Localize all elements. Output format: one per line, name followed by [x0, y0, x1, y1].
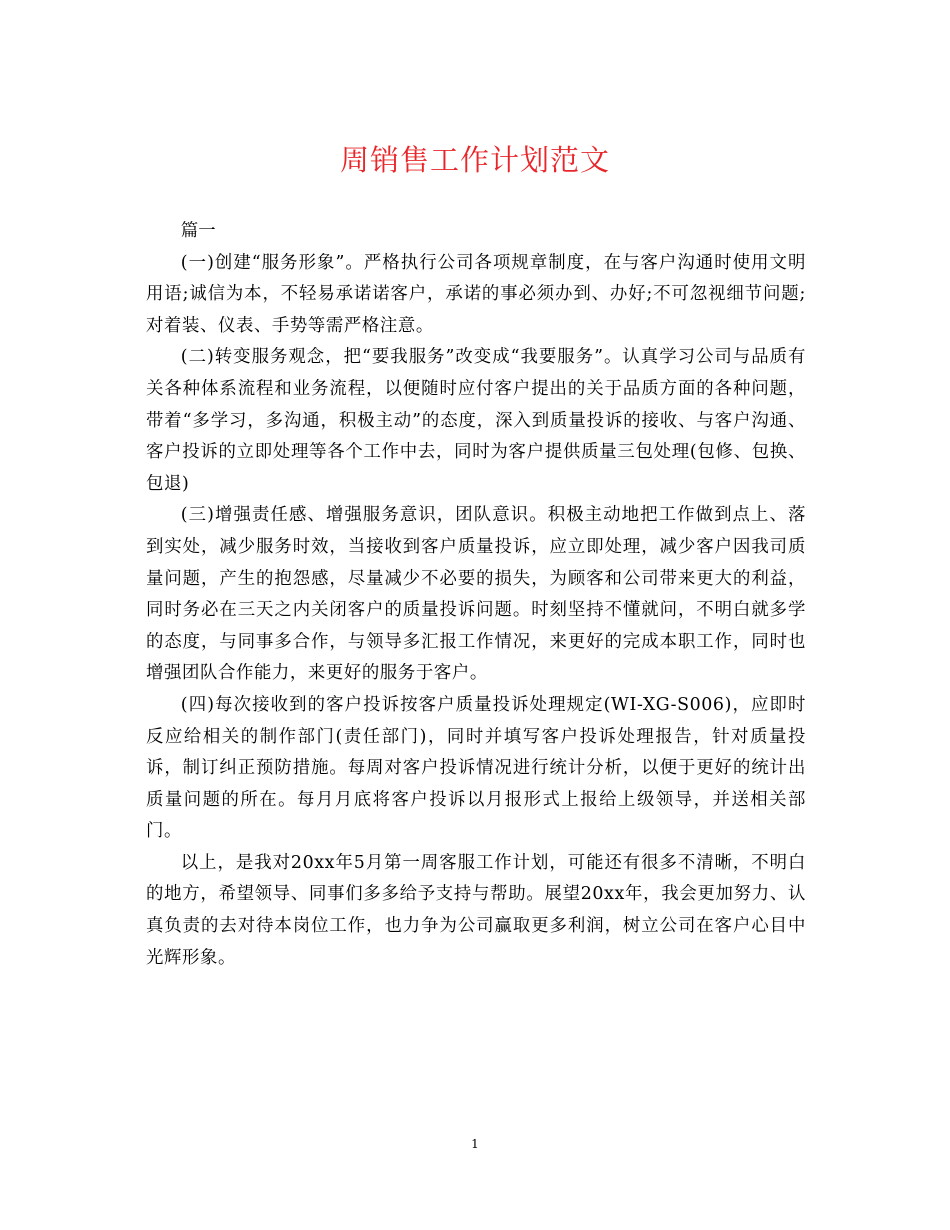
paragraph-service-image: (一)创建“服务形象”。严格执行公司各项规章制度，在与客户沟通时使用文明用语;诚信为本，不轻易承诺诺客户，承诺的事必须办到、办好;不可忽视细节问题;对着装、仪表、手势等需严格注意。 — [146, 252, 806, 336]
document-title: 周销售工作计划范文 — [339, 143, 610, 177]
page-number: 1 — [471, 1137, 479, 1151]
paragraph-responsibility: (三)增强责任感、增强服务意识，团队意识。积极主动地把工作做到点上、落到实处，减少服务时效，当接收到客户质量投诉，应立即处理，减少客户因我司质量问题，产生的抱怨感，尽量减少不必要的损失，为顾客和公司带来更大的利益，同时务必在三天之内关闭客户的质量投诉问题。时刻坚持不懂就问，不明白就多学的态度，与同事多合作，与领导多汇报工作情况，来更好的完成本职工作，同时也增强团队合作能力，来更好的服务于客户。 — [146, 505, 806, 684]
paragraph-conclusion: 以上，是我对20xx年5月第一周客服工作计划，可能还有很多不清晰，不明白的地方，希望领导、同事们多多给予支持与帮助。展望20xx年，我会更加努力、认真负责的去对待本岗位工作，也力争为公司赢取更多利润，树立公司在客户心目中光辉形象。 — [146, 852, 806, 968]
section-label: 篇一 — [180, 221, 216, 241]
document-body — [146, 216, 806, 974]
paragraph-complaint-handling: (四)每次接收到的客户投诉按客户质量投诉处理规定(WI-XG-S006)，应即时反应给相关的制作部门(责任部门)，同时并填写客户投诉处理报告，针对质量投诉，制订纠正预防措施。每周对客户投诉情况进行统计分析，以便于更好的统计出质量问题的所在。每月月底将客户投诉以月报形式上报给上级领导，并送相关部门。 — [146, 694, 806, 842]
paragraph-service-concept: (二)转变服务观念，把“要我服务”改变成“我要服务”。认真学习公司与品质有关各种体系流程和业务流程，以便随时应付客户提出的关于品质方面的各种问题，带着“多学习，多沟通，积极主动”的态度，深入到质量投诉的接收、与客户沟通、客户投诉的立即处理等各个工作中去，同时为客户提供质量三包处理(包修、包换、包退) — [146, 347, 806, 494]
